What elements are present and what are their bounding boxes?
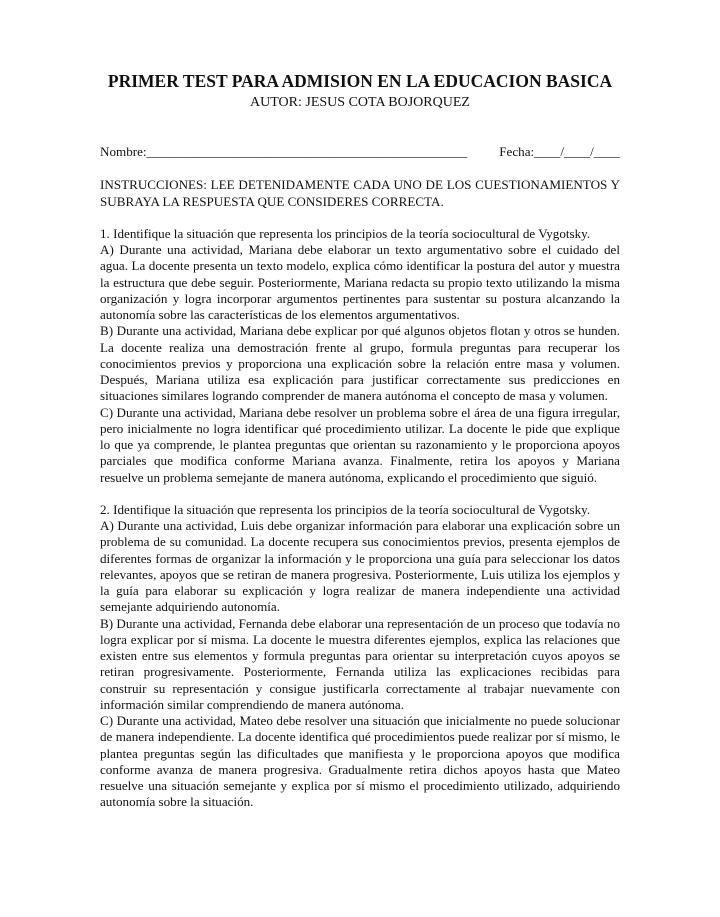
- document-author: AUTOR: JESUS COTA BOJORQUEZ: [250, 95, 470, 110]
- question-2-option-a[interactable]: A) Durante una actividad, Luis debe organizar información para elaborar una explicación sobre un problema de su comunidad. La docente recupera sus conocimientos previos, presenta ejemplos de diferentes formas de organizar la información y le proporciona una guía para seleccionar los datos relevantes, apoyos que se retiran de manera progresiva. Posteriormente, Luis utiliza los ejemplos y la guía para elaborar su explicación y logra realizar de manera independiente una actividad semejante adquiriendo autonomía.: [100, 518, 620, 615]
- question-1-option-a[interactable]: A) Durante una actividad, Mariana debe elaborar un texto argumentativo sobre el cuidado del agua. La docente presenta un texto modelo, explica cómo identificar la postura del autor y muestra la estructura que debe seguir. Posteriormente, Mariana redacta su propio texto utilizando la misma organización y logra incorporar argumentos pertinentes para sustentar su postura alcanzando la autonomía sobre las características de los elementos argumentativos.: [100, 242, 620, 322]
- question-1-option-c[interactable]: C) Durante una actividad, Mariana debe resolver un problema sobre el área de una figura irregular, pero inicialmente no logra identificar qué procedimiento utilizar. La docente le pide que explique lo que ya comprende, le plantea preguntas que orientan su razonamiento y le proporciona apoyos parciales que modifica conforme Mariana avanza. Finalmente, retira los apoyos y Mariana resuelve un problema semejante de manera autónoma, explicando el procedimiento que siguió.: [100, 404, 620, 485]
- student-info-line: [100, 144, 620, 160]
- question-2-option-c[interactable]: C) Durante una actividad, Mateo debe resolver una situación que inicialmente no puede solucionar de manera independiente. La docente identifica qué procedimientos puede realizar por sí mismo, le plantea preguntas según las dificultades que manifiesta y le proporciona apoyos que modifica conforme avanza de manera progresiva. Gradualmente retira dichos apoyos hasta que Mateo resuelve una situación semejante y explica por sí mismo el procedimiento utilizado, adquiriendo autonomía sobre la situación.: [100, 713, 620, 810]
- question-2-prompt: 2. Identifique la situación que representa los principios de la teoría sociocultural de Vygotsky.: [100, 501, 591, 517]
- question-1-prompt: 1. Identifique la situación que representa los principios de la teoría sociocultural de Vygotsky.: [100, 225, 591, 241]
- date-field[interactable]: Fecha:____/____/____: [499, 144, 620, 159]
- question-1: [100, 226, 620, 486]
- instructions-text: INSTRUCCIONES: LEE DETENIDAMENTE CADA UNO DE LOS CUESTIONAMIENTOS Y SUBRAYA LA RESPUESTA QUE CONSIDERES CORRECTA.: [100, 177, 620, 209]
- document-title: PRIMER TEST PARA ADMISION EN LA EDUCACION BASICA: [107, 71, 613, 91]
- question-2-option-b[interactable]: B) Durante una actividad, Fernanda debe elaborar una representación de un proceso que todavía no logra explicar por sí misma. La docente le muestra diferentes ejemplos, explica las relaciones que existen entre sus elementos y formula preguntas para orientar su interpretación cuyos apoyos se retiran progresivamente. Posteriormente, Fernanda utiliza las explicaciones recibidas para construir su representación y consigue justificarla correctamente al trabajar nuevamente con información similar comprendiendo de manera autónoma.: [100, 615, 620, 712]
- name-field[interactable]: Nombre:_________________________________________________: [100, 144, 468, 159]
- document-body: [100, 144, 620, 811]
- question-1-option-b[interactable]: B) Durante una actividad, Mariana debe explicar por qué algunos objetos flotan y otros se hunden. La docente realiza una demostración frente al grupo, formula preguntas para recuperar los conocimientos previos y proporciona una explicación sobre la relación entre masa y volumen. Después, Mariana utiliza esa explicación para justificar correctamente sus predicciones en situaciones similares logrando comprender de manera autónoma el concepto de masa y volumen.: [100, 323, 620, 404]
- question-2: [100, 502, 620, 811]
